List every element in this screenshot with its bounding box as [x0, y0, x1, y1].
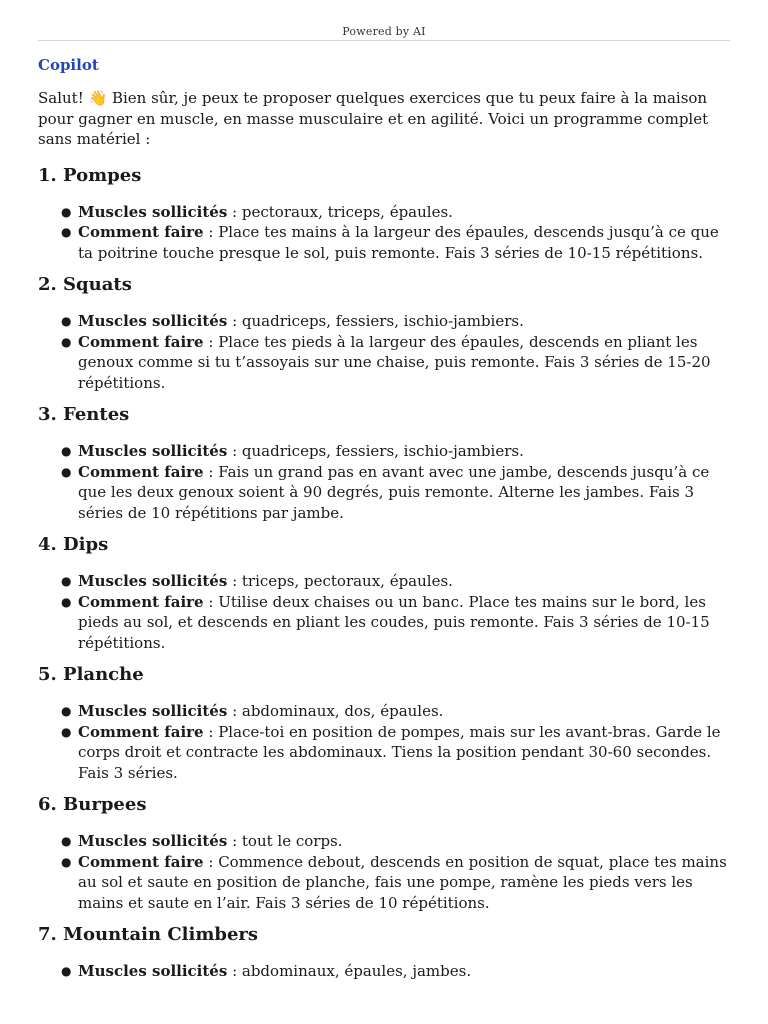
label-separator: :	[203, 462, 219, 481]
exercise-title: 4. Dips	[38, 534, 109, 555]
muscles-label: Muscles sollicités	[78, 572, 228, 590]
header-divider	[38, 40, 730, 41]
label-separator: :	[203, 592, 219, 611]
bullet-icon: ●	[61, 464, 72, 479]
bullet-icon: ●	[61, 574, 72, 588]
intro-paragraph	[38, 88, 730, 150]
exercise-section	[38, 273, 730, 393]
how-text: Fais un grand pas en avant avec une jambe, descends jusqu’à ce que les deux genoux soient à 90 degrés, puis remonte. Alterne les jambes. Fais 3 séries de 10 répétitions par jambe.	[78, 462, 710, 522]
intro-greeting: Salut!	[38, 89, 84, 107]
exercise-details	[38, 311, 730, 393]
list-item	[61, 202, 730, 223]
muscles-label: Muscles sollicités	[78, 702, 228, 720]
how-label: Comment faire	[78, 722, 204, 741]
muscles-text: pectoraux, triceps, épaules.	[241, 202, 453, 221]
how-label: Comment faire	[78, 462, 204, 481]
bullet-icon: ●	[61, 334, 72, 349]
bullet-icon: ●	[61, 854, 72, 869]
bullet-icon: ●	[61, 964, 72, 978]
exercise-section	[38, 164, 730, 264]
label-separator: :	[203, 332, 219, 351]
list-item	[61, 961, 730, 982]
muscles-label: Muscles sollicités	[78, 962, 228, 980]
muscles-text: tout le corps.	[241, 832, 343, 850]
list-item	[61, 852, 730, 914]
list-item	[61, 831, 730, 852]
how-text: Commence debout, descends en position de squat, place tes mains au sol et saute en position de planche, fais une pompe, ramène les pieds vers les mains et saute en l’air. Fais 3 séries de 10 répétitions.	[78, 852, 727, 912]
label-separator: :	[203, 722, 219, 741]
list-item	[61, 592, 730, 654]
exercise-title: 5. Planche	[38, 664, 144, 685]
author-name: Copilot	[38, 56, 99, 74]
bullet-icon: ●	[61, 444, 72, 458]
powered-by-header: Powered by AI	[342, 25, 426, 38]
bullet-icon: ●	[61, 594, 72, 609]
bullet-icon: ●	[61, 204, 72, 219]
how-text: Place-toi en position de pompes, mais sur les avant-bras. Garde le corps droit et contracte les abdominaux. Tiens la position pendant 30-60 secondes. Fais 3 séries.	[78, 722, 721, 782]
exercise-details	[38, 571, 730, 653]
muscles-text: abdominaux, épaules, jambes.	[241, 962, 472, 980]
how-text: Place tes pieds à la largeur des épaules, descends en pliant les genoux comme si tu t’assoyais sur une chaise, puis remonte. Fais 3 séries de 15-20 répétitions.	[78, 332, 711, 392]
muscles-label: Muscles sollicités	[78, 312, 228, 330]
label-separator: :	[227, 572, 242, 590]
exercise-section	[38, 403, 730, 523]
exercise-details	[38, 202, 730, 264]
bullet-icon: ●	[61, 314, 72, 328]
exercise-details	[38, 441, 730, 523]
exercise-title: 7. Mountain Climbers	[38, 924, 259, 945]
bullet-icon: ●	[61, 724, 72, 739]
exercise-title: 3. Fentes	[38, 404, 130, 425]
muscles-label: Muscles sollicités	[78, 442, 228, 460]
list-item	[61, 332, 730, 394]
label-separator: :	[203, 223, 219, 241]
muscles-text: quadriceps, fessiers, ischio-jambiers.	[241, 312, 524, 330]
muscles-label: Muscles sollicités	[78, 832, 228, 850]
muscles-text: abdominaux, dos, épaules.	[241, 702, 444, 720]
list-item	[61, 701, 730, 722]
exercise-section	[38, 533, 730, 653]
bullet-icon: ●	[61, 225, 72, 239]
muscles-label: Muscles sollicités	[78, 202, 228, 221]
exercise-section	[38, 663, 730, 783]
list-item	[61, 441, 730, 462]
label-separator: :	[227, 442, 242, 460]
bullet-icon: ●	[61, 834, 72, 848]
document-content	[38, 54, 730, 992]
how-label: Comment faire	[78, 592, 204, 611]
waving-hand-icon: 👋	[88, 89, 108, 107]
exercise-section	[38, 793, 730, 913]
exercise-title: 2. Squats	[38, 274, 132, 295]
how-label: Comment faire	[78, 852, 204, 871]
how-text: Utilise deux chaises ou un banc. Place tes mains sur le bord, les pieds au sol, et descends en pliant les coudes, puis remonte. Fais 3 séries de 10-15 répétitions.	[78, 592, 710, 652]
exercise-details	[38, 831, 730, 913]
how-label: Comment faire	[78, 223, 204, 241]
intro-text: Bien sûr, je peux te proposer quelques exercices que tu peux faire à la maison pour gagner en muscle, en masse musculaire et en agilité. Voici un programme complet sans matériel :	[38, 89, 709, 148]
how-text: Place tes mains à la largeur des épaules, descends jusqu’à ce que ta poitrine touche presque le sol, puis remonte. Fais 3 séries de 10-15 répétitions.	[78, 223, 719, 262]
label-separator: :	[227, 832, 242, 850]
list-item	[61, 462, 730, 524]
list-item	[61, 722, 730, 784]
list-item	[61, 571, 730, 592]
exercise-details	[38, 961, 730, 982]
how-label: Comment faire	[78, 332, 204, 351]
muscles-text: quadriceps, fessiers, ischio-jambiers.	[241, 442, 524, 460]
exercise-title: 6. Burpees	[38, 794, 147, 815]
list-item	[61, 222, 730, 263]
exercise-details	[38, 701, 730, 783]
exercise-list	[38, 164, 730, 982]
bullet-icon: ●	[61, 704, 72, 718]
label-separator: :	[227, 202, 242, 221]
label-separator: :	[227, 962, 242, 980]
muscles-text: triceps, pectoraux, épaules.	[241, 572, 453, 590]
exercise-title: 1. Pompes	[38, 164, 142, 186]
label-separator: :	[227, 312, 242, 330]
exercise-section	[38, 923, 730, 982]
label-separator: :	[227, 702, 242, 720]
list-item	[61, 311, 730, 332]
label-separator: :	[203, 852, 219, 871]
